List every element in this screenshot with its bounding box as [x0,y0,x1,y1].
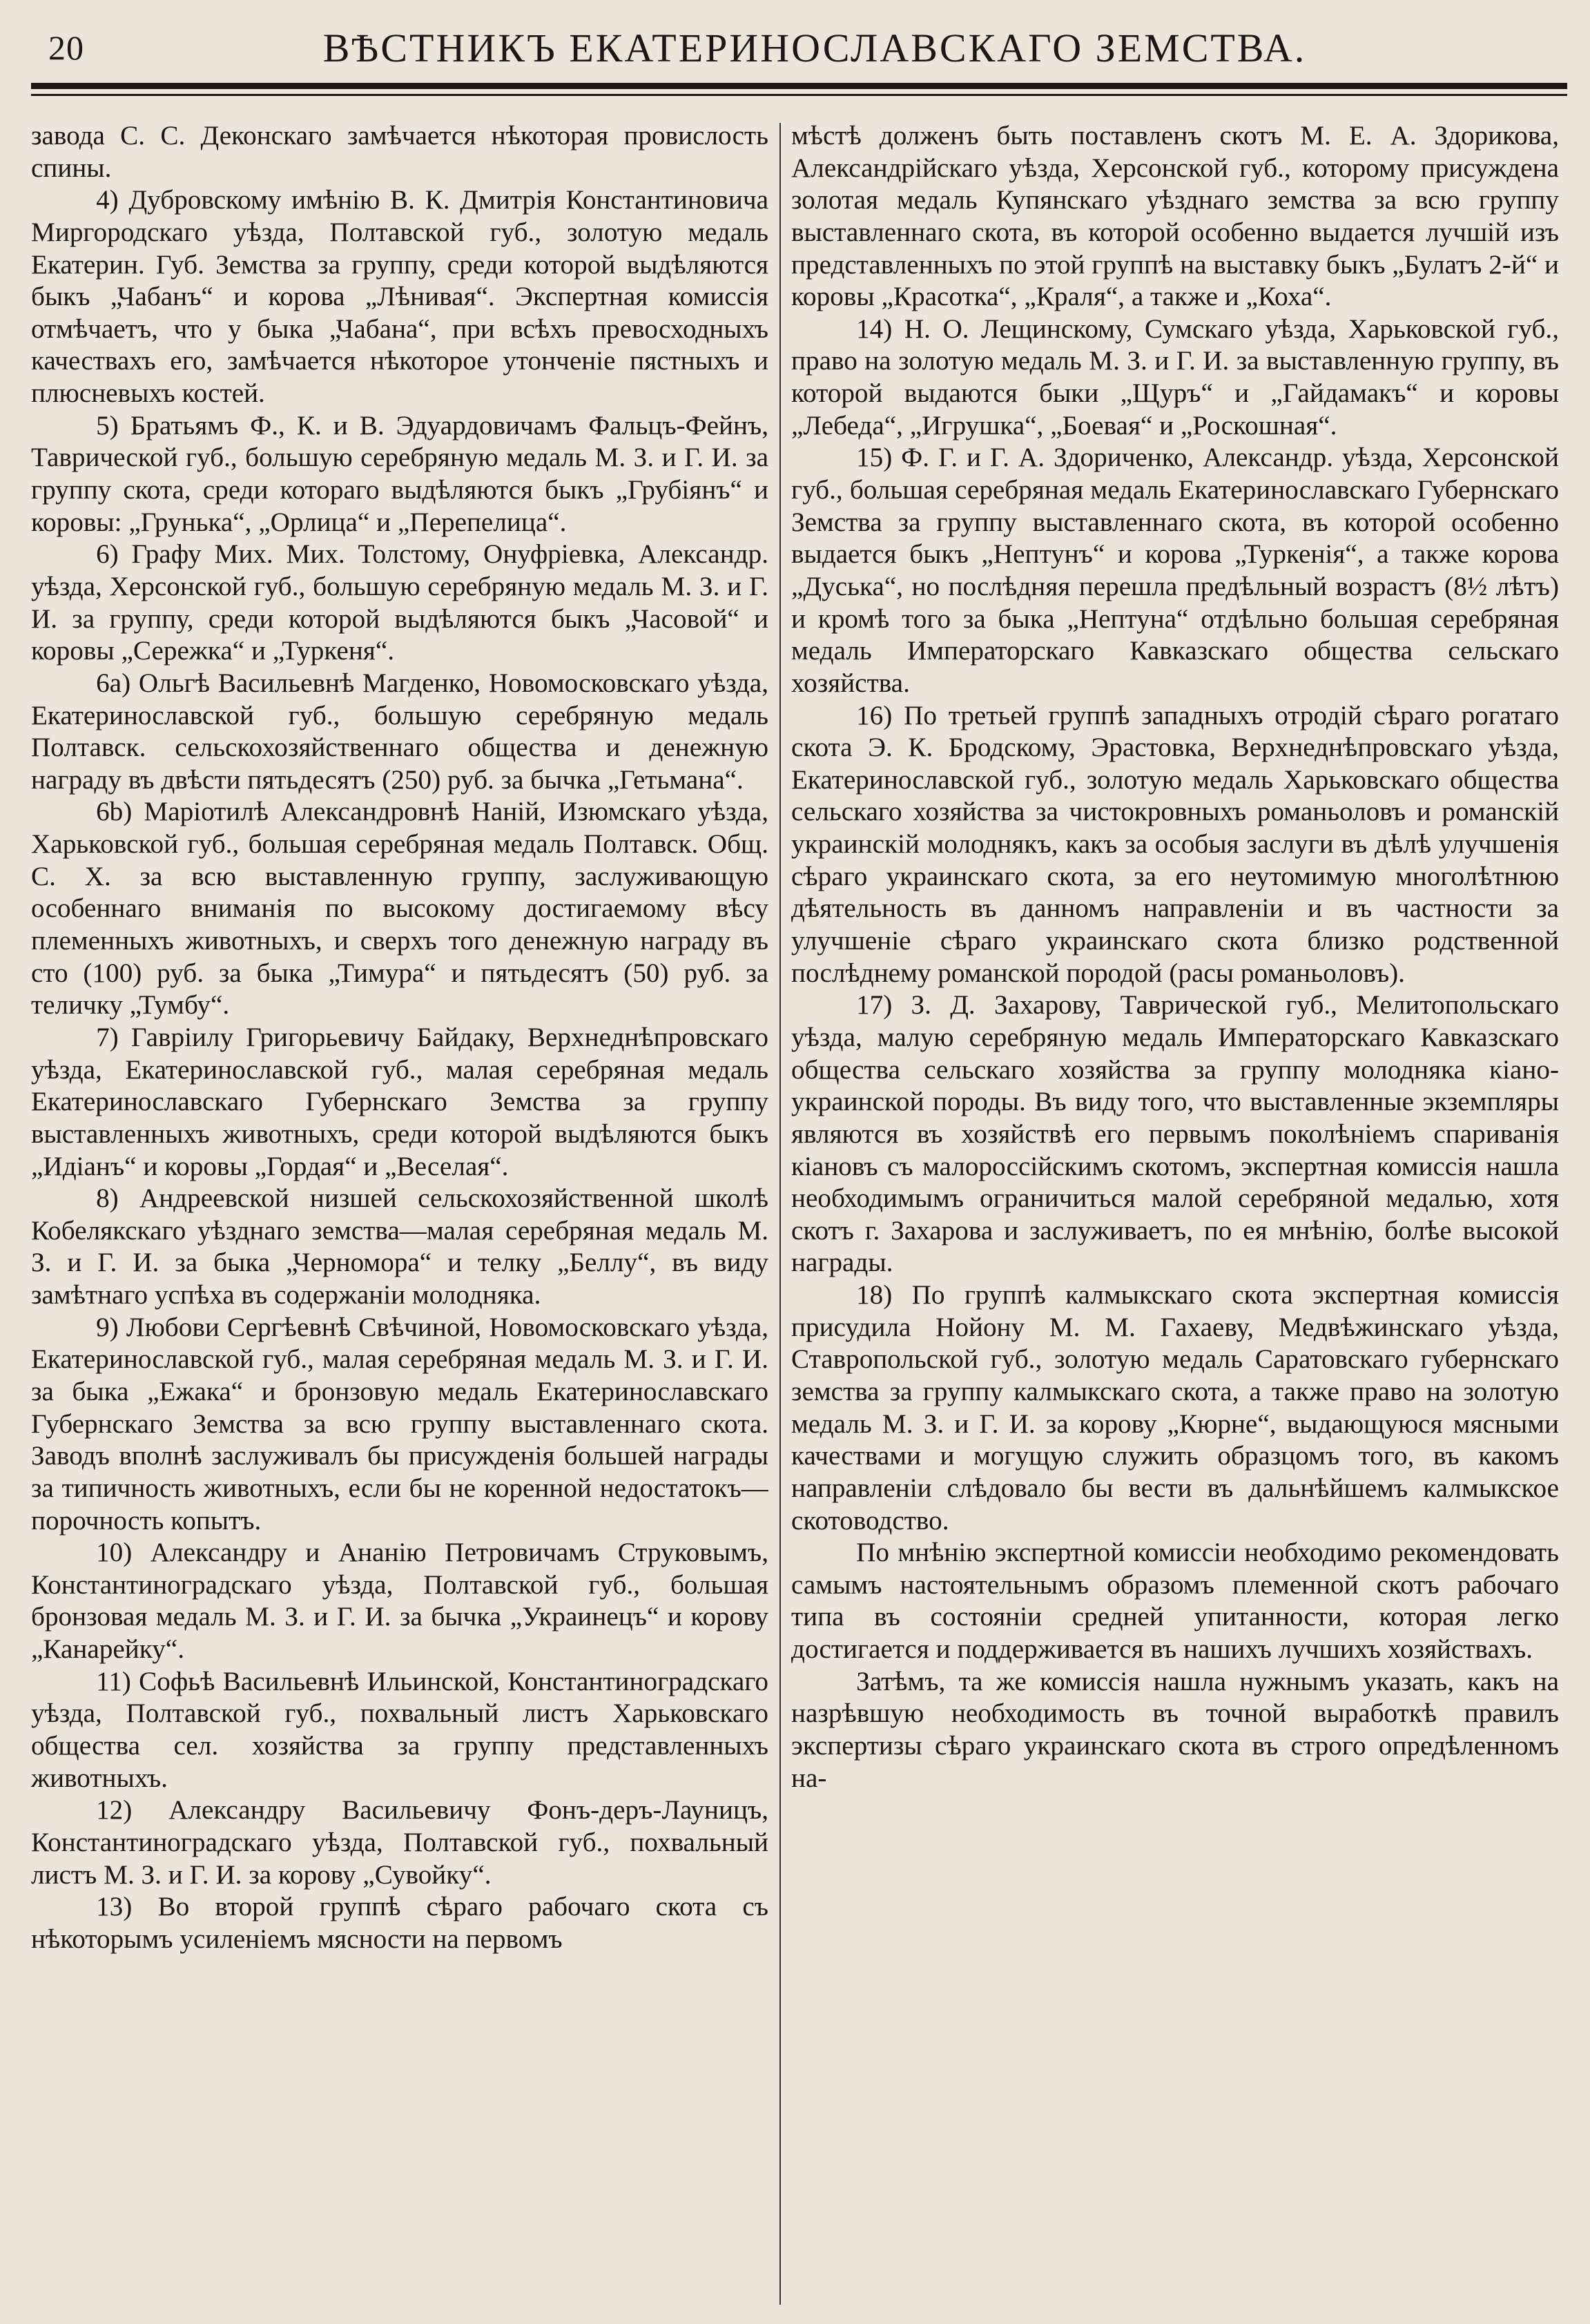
paragraph-award-16: 16) По третьей группѣ западныхъ отродій сѣраго рогатаго скота Э. К. Бродскому, Эрастовка, Верхнеднѣпровскаго уѣзда, Екатеринославской губ., золотую медаль Харьковскаго общества сельскаго хозяйства за чистокровныхъ романьоловъ и романскій украинскій молоднякъ, какъ за особыя заслуги въ дѣлѣ улучшенія сѣраго украинскаго скота, за его неутомимую многолѣтнюю дѣятельность въ данномъ направленіи и въ частности за улучшеніе сѣраго украинскаго скота близко родственной послѣднему романской породой (расы романьоловъ). [791,700,1559,988]
paragraph-award-15: 15) Ф. Г. и Г. А. Здориченко, Александр. уѣзда, Херсонской губ., большая серебряная медаль Екатеринославскаго Губернскаго Земства за группу выставленнаго скота, въ которой особенно выдается быкъ „Нептунъ“ и корова „Туркенія“, а также корова „Дуська“, но послѣдняя перешла предѣльный возрастъ (8½ лѣтъ) и кромѣ того за быка „Нептуна“ отдѣльно большая серебряная медаль Императорскаго Кавказскаго общества сельскаго хозяйства. [791,443,1559,698]
paragraph-award-11: 11) Софьѣ Васильевнѣ Ильинской, Константиноградскаго уѣзда, Полтавской губ., похвальный листъ Харьковскаго общества сел. хозяйства за группу представленныхъ животныхъ. [31,1666,768,1793]
paragraph-award-18: 18) По группѣ калмыкскаго скота экспертная комиссія присудила Нойону М. М. Гахаеву, Медвѣжинскаго уѣзда, Ставропольской губ., золотую медаль Саратовскаго губернскаго земства за группу калмыкскаго скота, а также право на золотую медаль М. З. и Г. И. за корову „Кюрне“, выдающуюся мясными качествами и могущую служить образцомъ того, въ какомъ направленіи слѣдовало бы вести въ дальнѣйшемъ калмыкское скотоводство. [791,1280,1559,1536]
paragraph-commission-note: Затѣмъ, та же комиссія нашла нужнымъ указать, какъ на назрѣвшую необходимость въ точной выработкѣ правилъ экспертизы сѣраго украинскаго скота въ строго опредѣленномъ на- [791,1666,1559,1793]
paragraph-award-13: 13) Во второй группѣ сѣраго рабочаго скота съ нѣкоторымъ усиленіемъ мясности на первомъ [31,1892,768,1954]
paragraph-award-13-continued: мѣстѣ долженъ быть поставленъ скотъ М. Е. А. Здорикова, Александрійскаго уѣзда, Херсонской губ., которому присуждена золотая медаль Купянскаго уѣзднаго земства за всю группу выставленнаго скота, въ которой особенно выдается лучшій изъ представленныхъ по этой группѣ на выставку быкъ „Булатъ 2-й“ и коровы „Красотка“, „Краля“, а также и „Коха“. [791,121,1559,312]
paragraph-award-17: 17) З. Д. Захарову, Таврической губ., Мелитопольскаго уѣзда, малую серебряную медаль Императорскаго Кавказскаго общества сельскаго хозяйства за группу молодняка кіано-украинской породы. Въ виду того, что выставленные экземпляры являются въ хозяйствѣ его первымъ поколѣніемъ спариванія кіановъ съ малороссійскимъ скотомъ, экспертная комиссія нашла необходимымъ ограничиться малой серебряной медалью, хотя скотъ г. Захарова и заслуживаетъ, по ея мнѣнію, болѣе высокой награды. [791,990,1559,1278]
paragraph-award-9: 9) Любови Сергѣевнѣ Свѣчиной, Новомосковскаго уѣзда, Екатеринославской губ., малая серебряная медаль М. З. и Г. И. за быка „Ежака“ и бронзовую медаль Екатеринославскаго Губернскаго Земства за всю группу выставленнаго скота. Заводъ вполнѣ заслуживалъ бы присужденія большей награды за типичность животныхъ, если бы не коренной недостатокъ—порочность копытъ. [31,1312,768,1536]
paragraph-award-8: 8) Андреевской низшей сельскохозяйственной школѣ Кобелякскаго уѣзднаго земства—малая серебряная медаль М. З. и Г. И. за быка „Черномора“ и телку „Беллу“, въ виду замѣтнаго успѣха въ содержаніи молодняка. [31,1183,768,1310]
paragraph-award-10: 10) Александру и Ананію Петровичамъ Струковымъ, Константиноградскаго уѣзда, Полтавской губ., большая бронзовая медаль М. З. и Г. И. за бычка „Украинецъ“ и корову „Канарейку“. [31,1538,768,1665]
paragraph-award-14: 14) Н. О. Лещинскому, Сумскаго уѣзда, Харьковской губ., право на золотую медаль М. З. и Г. И. за выставленную группу, въ которой выдаются быки „Щуръ“ и „Гайдамакъ“ и коровы „Лебеда“, „Игрушка“, „Боевая“ и „Роскошная“. [791,313,1559,440]
left-column [31,120,768,2309]
running-head-title: ВѢСТНИКЪ ЕКАТЕРИНОСЛАВСКАГО ЗЕМСТВА. [322,26,1307,70]
header-rule-thick [31,83,1567,89]
paragraph-award-6b: 6b) Маріотилѣ Александровнѣ Наній, Изюмскаго уѣзда, Харьковской губ., большая серебряная медаль Полтавск. Общ. С. Х. за всю выставленную группу, заслуживающую особеннаго вниманія по высокому достигаемому вѣсу племенныхъ животныхъ, и сверхъ того денежную награду въ сто (100) руб. за быка „Тимура“ и пятьдесятъ (50) руб. за теличку „Тумбу“. [31,797,768,1020]
column-divider [779,123,781,2305]
paragraph-commission-opinion: По мнѣнію экспертной комиссіи необходимо рекомендовать самымъ настоятельнымъ образомъ племенной скотъ рабочаго типа въ состояніи средней упитанности, которая легко достигается и поддерживается въ нашихъ лучшихъ хозяйствахъ. [791,1538,1559,1665]
paragraph-award-6a: 6а) Ольгѣ Васильевнѣ Магденко, Новомосковскаго уѣзда, Екатеринославской губ., большую серебряную медаль Полтавск. сельскохозяйственнаго общества и денежную награду въ двѣсти пятьдесятъ (250) руб. за бычка „Гетьмана“. [31,668,768,795]
paragraph-award-7: 7) Гаврiилу Григорьевичу Байдаку, Верхнеднѣпровскаго уѣзда, Екатеринославской губ., малая серебряная медаль Екатеринославскаго Губернскаго Земства за группу выставленныхъ животныхъ, среди которой выдѣляются быкъ „Идіанъ“ и коровы „Гордая“ и „Веселая“. [31,1022,768,1181]
paragraph-award-6: 6) Графу Мих. Мих. Толстому, Онуфріевка, Александр. уѣзда, Херсонской губ., большую серебряную медаль М. З. и Г. И. за группу, среди которой выдѣляются быкъ „Часовой“ и коровы „Сережка“ и „Туркеня“. [31,539,768,666]
paragraph-award-12: 12) Александру Васильевичу Фонъ-деръ-Лауницъ, Константиноградскаго уѣзда, Полтавской губ., похвальный листъ М. З. и Г. И. за корову „Сувойку“. [31,1795,768,1890]
right-column [791,120,1559,2309]
paragraph-continued: завода С. С. Деконскаго замѣчается нѣкоторая провислость спины. [31,121,768,183]
paragraph-award-5: 5) Братьямъ Ф., К. и В. Эдуардовичамъ Фальцъ-Фейнъ, Таврической губ., большую серебряную медаль М. З. и Г. И. за группу скота, среди котораго выдѣляются быкъ „Грубіянъ“ и коровы: „Грунька“, „Орлица“ и „Перепелица“. [31,410,768,537]
page-number: 20 [48,28,84,67]
header-rule-thin [31,94,1567,96]
paragraph-award-4: 4) Дубровскому имѣнію В. К. Дмитрія Константиновича Миргородскаго уѣзда, Полтавской губ., золотую медаль Екатерин. Губ. Земства за группу, среди которой выдѣляются быкъ „Чабанъ“ и корова „Лѣнивая“. Экспертная комиссія отмѣчаетъ, что у быка „Чабана“, при всѣхъ превосходныхъ качествахъ его, замѣчается нѣкоторое утонченіе пястныхъ и плюсневыхъ костей. [31,185,768,409]
